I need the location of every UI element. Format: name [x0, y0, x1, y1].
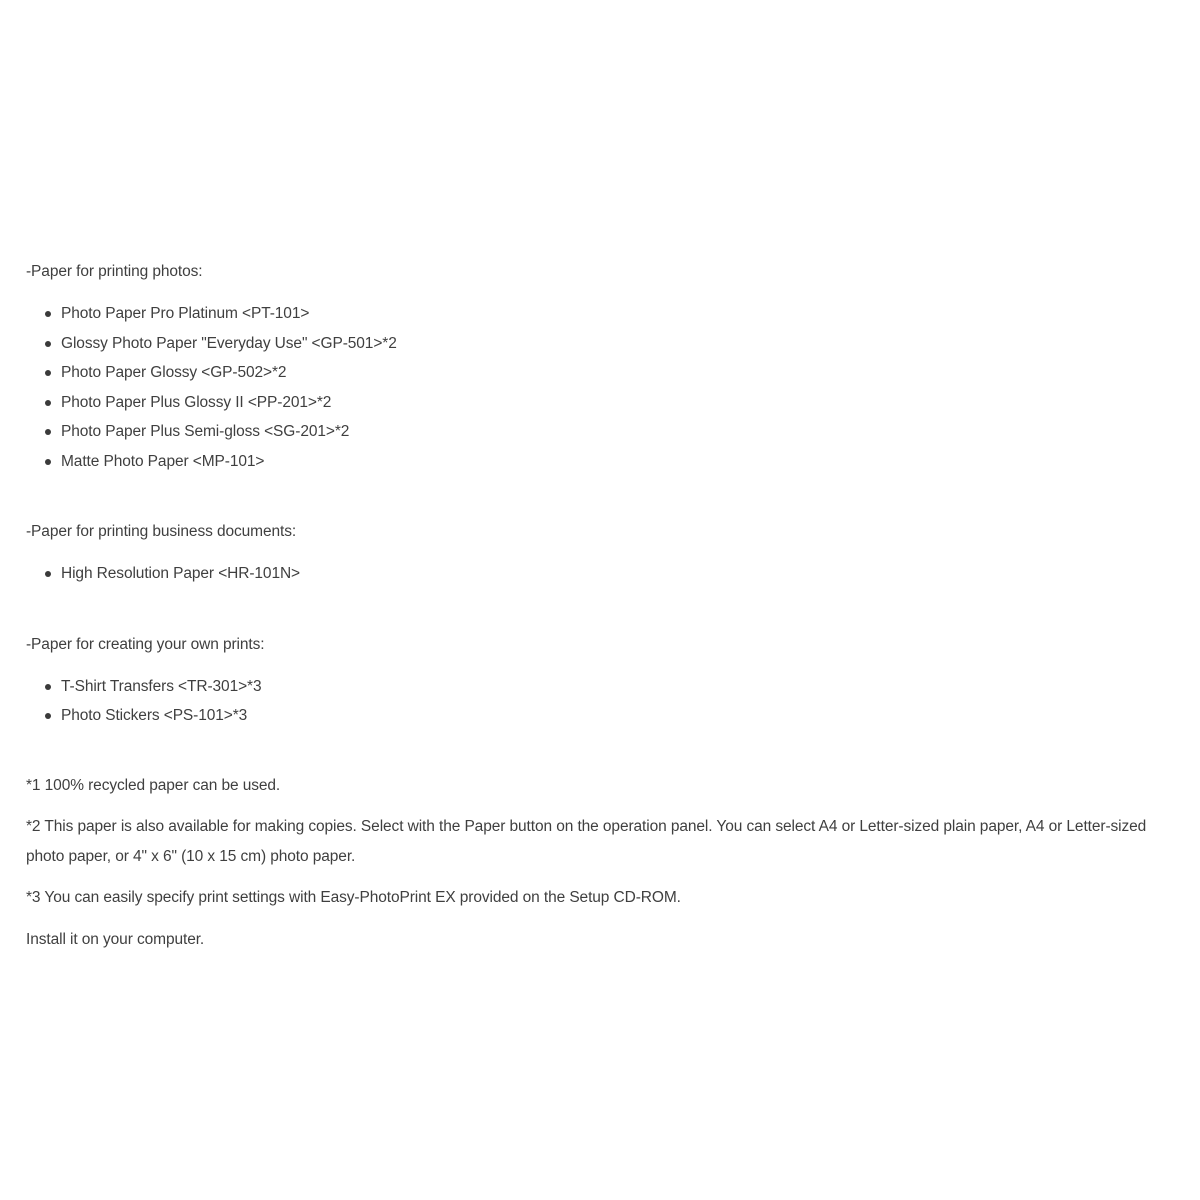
list-item: [45, 447, 1176, 477]
paper-list: [26, 299, 1176, 476]
footnote-3: *3 You can easily specify print settings with Easy-PhotoPrint EX provided on the Setup CD-ROM.: [26, 889, 681, 906]
bullet-icon: [45, 341, 51, 347]
list-item-label: Matte Photo Paper <MP-101>: [61, 452, 265, 470]
section-own-prints: [26, 631, 1176, 731]
list-item: [45, 329, 1176, 359]
footnotes: [26, 771, 1176, 955]
list-item-label: T-Shirt Transfers <TR-301>*3: [61, 677, 262, 695]
bullet-icon: [45, 459, 51, 465]
bullet-icon: [45, 571, 51, 577]
footnote-1: *1 100% recycled paper can be used.: [26, 776, 281, 794]
list-item: [45, 299, 1176, 329]
list-item-label: Photo Paper Plus Semi-gloss <SG-201>*2: [61, 423, 350, 440]
list-item: [45, 388, 1176, 418]
paper-list: [26, 672, 1176, 731]
list-item-label: Glossy Photo Paper "Everyday Use" <GP-501>*2: [61, 334, 397, 352]
bullet-icon: [45, 400, 51, 406]
list-item-label: Photo Paper Pro Platinum <PT-101>: [61, 305, 310, 322]
list-item-label: High Resolution Paper <HR-101N>: [61, 565, 301, 582]
list-item: [45, 417, 1176, 447]
install-note: Install it on your computer.: [26, 930, 205, 948]
list-item-label: Photo Stickers <PS-101>*3: [61, 707, 248, 724]
list-item: [45, 672, 1176, 702]
section-heading: -Paper for printing business documents:: [26, 523, 297, 540]
footnote-2: *2 This paper is also available for making copies. Select with the Paper button on the operation panel. You can select A4 or Letter-sized plain paper, A4 or Letter-sized photo paper, or 4" x 6" (10 x 15 cm) photo paper.: [26, 818, 1147, 865]
list-item-label: Photo Paper Plus Glossy II <PP-201>*2: [61, 393, 332, 411]
list-item-label: Photo Paper Glossy <GP-502>*2: [61, 364, 287, 381]
section-heading: -Paper for printing photos:: [26, 263, 203, 280]
bullet-icon: [45, 713, 51, 719]
document-body: [26, 258, 1176, 966]
section-heading: -Paper for creating your own prints:: [26, 635, 265, 653]
bullet-icon: [45, 684, 51, 690]
bullet-icon: [45, 429, 51, 435]
bullet-icon: [45, 311, 51, 317]
list-item: [45, 559, 1176, 589]
section-business-paper: [26, 518, 1176, 589]
section-photo-paper: [26, 258, 1176, 476]
bullet-icon: [45, 370, 51, 376]
paper-list: [26, 559, 1176, 589]
list-item: [45, 358, 1176, 388]
list-item: [45, 701, 1176, 731]
